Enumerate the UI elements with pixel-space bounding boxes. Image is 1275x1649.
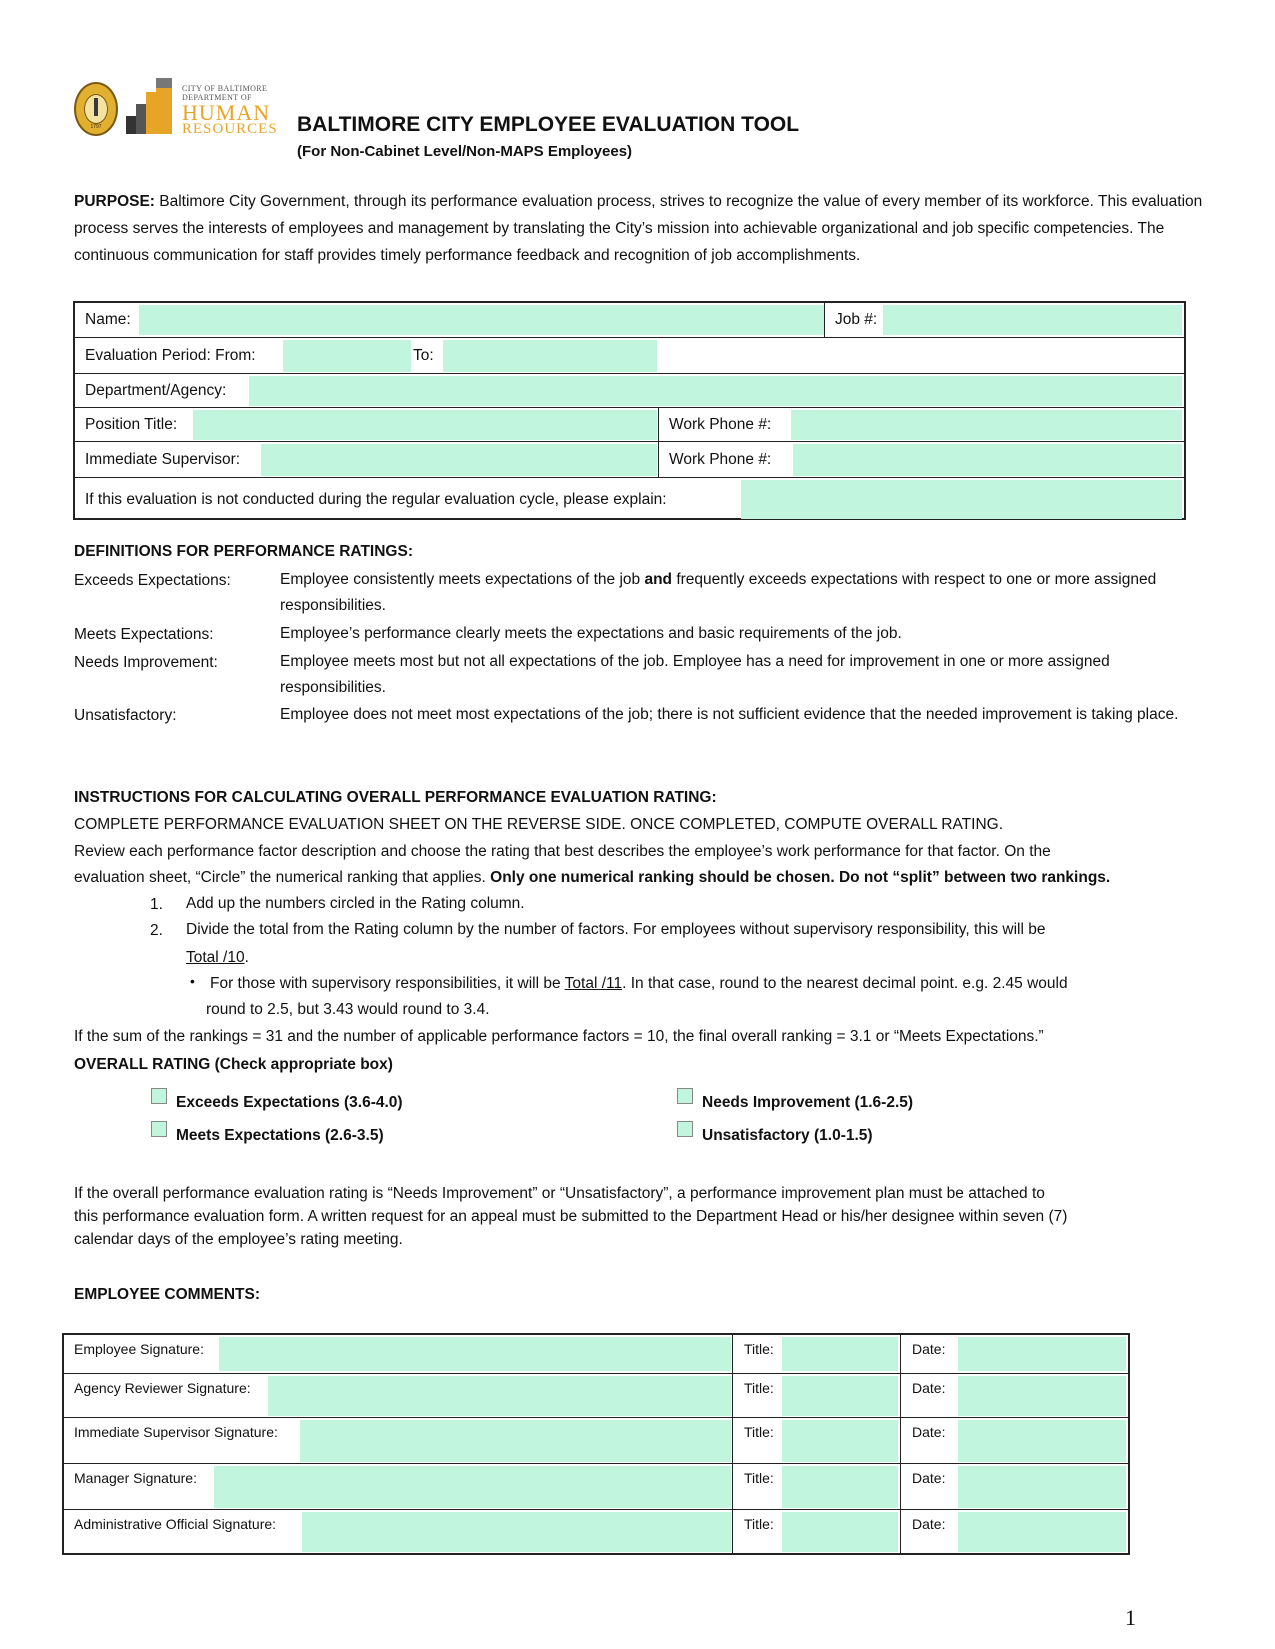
title-label: Title:: [744, 1424, 774, 1440]
instructions-heading: INSTRUCTIONS FOR CALCULATING OVERALL PERFORMANCE EVALUATION RATING:: [74, 789, 717, 806]
department-field[interactable]: [249, 376, 1182, 406]
info-row-period: [75, 337, 1184, 374]
overall-rating-heading: OVERALL RATING (Check appropriate box): [74, 1056, 393, 1073]
info-row-department: [75, 373, 1184, 408]
position-title-field[interactable]: [193, 410, 657, 440]
org-name-human: HUMAN: [182, 100, 271, 125]
date-field[interactable]: [958, 1376, 1126, 1416]
department-label: Department/Agency:: [85, 382, 227, 399]
title-label: Title:: [744, 1516, 774, 1532]
info-row-position: [75, 407, 1184, 442]
definition-description: Employee meets most but not all expectations of the job. Employee has a need for improvement in one or more assigned responsibilities.: [280, 653, 1110, 696]
definition-description: Employee does not meet most expectations of the job; there is not sufficient evidence that the needed improvement is taking place.: [280, 706, 1179, 723]
signature-field[interactable]: [268, 1376, 731, 1416]
rating-option-label: Exceeds Expectations (3.6-4.0): [176, 1094, 403, 1111]
appeal-text: calendar days of the employee’s rating meeting.: [74, 1231, 403, 1248]
definition-term: Meets Expectations:: [74, 626, 214, 643]
instructions-line: COMPLETE PERFORMANCE EVALUATION SHEET ON THE REVERSE SIDE. ONCE COMPLETED, COMPUTE OVERALL RATING.: [74, 816, 1004, 833]
name-label: Name:: [85, 311, 131, 328]
signature-row: [64, 1463, 1128, 1510]
bullet-icon: •: [190, 973, 195, 989]
step-number: 1.: [150, 896, 163, 913]
instructions-line: Review each performance factor description and choose the rating that best describes the employee’s work performance for that factor. On the: [74, 843, 1051, 860]
signature-field[interactable]: [302, 1512, 731, 1552]
date-label: Date:: [912, 1341, 946, 1357]
period-from-field[interactable]: [283, 340, 411, 372]
rating-checkbox-exceeds[interactable]: [151, 1088, 167, 1104]
signature-row: [64, 1373, 1128, 1418]
rating-option-label: Unsatisfactory (1.0-1.5): [702, 1127, 873, 1144]
instructions-line: evaluation sheet, “Circle” the numerical ranking that applies. Only one numerical ranking should be chosen. Do not “split” between two rankings.: [74, 869, 1111, 886]
title-field[interactable]: [782, 1420, 898, 1462]
org-name-line-1: CITY OF BALTIMORE: [182, 84, 268, 93]
signature-label: Administrative Official Signature:: [74, 1516, 277, 1532]
signature-label: Employee Signature:: [74, 1341, 204, 1357]
definition-term: Unsatisfactory:: [74, 707, 177, 724]
title-field[interactable]: [782, 1376, 898, 1416]
page-number: 1: [1125, 1605, 1136, 1630]
seal-year: 1797: [90, 124, 102, 130]
rating-option-label: Meets Expectations (2.6-3.5): [176, 1127, 384, 1144]
document-subtitle: (For Non-Cabinet Level/Non-MAPS Employees): [297, 143, 633, 160]
step-text: Add up the numbers circled in the Rating column.: [186, 895, 525, 912]
title-label: Title:: [744, 1470, 774, 1486]
bullet-text: For those with supervisory responsibilities, it will be Total /11. In that case, round to the nearest decimal point. e.g. 2.45 would: [210, 975, 1068, 992]
title-label: Title:: [744, 1380, 774, 1396]
definition-description: Employee consistently meets expectations of the job and frequently exceeds expectations with respect to one or more assigned responsibilities.: [280, 571, 1157, 614]
date-field[interactable]: [958, 1420, 1126, 1462]
signature-row: [64, 1417, 1128, 1464]
signature-row: [64, 1335, 1128, 1373]
explain-label: If this evaluation is not conducted during the regular evaluation cycle, please explain:: [85, 490, 667, 508]
signature-row: [64, 1509, 1128, 1554]
signature-field[interactable]: [219, 1337, 731, 1371]
title-field[interactable]: [782, 1512, 898, 1552]
definition-term: Exceeds Expectations:: [74, 572, 231, 589]
monument-icon: [94, 98, 98, 116]
signature-label: Manager Signature:: [74, 1470, 197, 1486]
definition-term: Needs Improvement:: [74, 654, 218, 671]
signature-field[interactable]: [300, 1420, 731, 1462]
employee-info-table: [73, 301, 1186, 520]
info-row-supervisor: [75, 441, 1184, 478]
definition-description: Employee’s performance clearly meets the expectations and basic requirements of the job.: [280, 625, 902, 642]
employee-comments-heading: EMPLOYEE COMMENTS:: [74, 1286, 261, 1303]
org-name-resources: RESOURCES: [182, 121, 278, 137]
step-number: 2.: [150, 922, 163, 939]
rating-checkbox-unsatisfactory[interactable]: [677, 1121, 693, 1137]
period-to-field[interactable]: [443, 340, 657, 372]
supervisor-field[interactable]: [261, 444, 657, 476]
info-row-name: [75, 303, 1184, 337]
dhr-stairs-logo-icon: [126, 78, 172, 134]
signature-label: Agency Reviewer Signature:: [74, 1380, 251, 1396]
position-title-label: Position Title:: [85, 416, 178, 433]
date-label: Date:: [912, 1380, 946, 1396]
appeal-text: If the overall performance evaluation rating is “Needs Improvement” or “Unsatisfactory”, a performance improvement plan must be attached to: [74, 1185, 1045, 1202]
purpose-text: Baltimore City Government, through its performance evaluation process, strives to recognize the value of every member of its workforce. This evaluation process serves the interests of employees and management by translating the City’s mission into achievable organizational and job specific competencies. The continuous communication for staff provides timely performance feedback and recognition of job accomplishments.: [74, 193, 1203, 264]
date-label: Date:: [912, 1470, 946, 1486]
org-name-line-2: DEPARTMENT OF: [182, 93, 252, 102]
date-label: Date:: [912, 1516, 946, 1532]
date-field[interactable]: [958, 1512, 1126, 1552]
period-from-label: Evaluation Period: From:: [85, 347, 256, 364]
job-number-field[interactable]: [883, 305, 1182, 335]
period-to-label: To:: [413, 347, 434, 364]
definitions-heading: DEFINITIONS FOR PERFORMANCE RATINGS:: [74, 543, 413, 560]
title-label: Title:: [744, 1341, 774, 1357]
purpose-paragraph: [74, 188, 1204, 269]
date-label: Date:: [912, 1424, 946, 1440]
work-phone-field[interactable]: [791, 410, 1182, 440]
step-text: Divide the total from the Rating column by the number of factors. For employees without supervisory responsibility, this will be: [186, 921, 1046, 938]
info-row-explain: [75, 477, 1184, 521]
explain-field[interactable]: [741, 480, 1182, 519]
work-phone-label: Work Phone #:: [669, 416, 772, 433]
bullet-text-continued: round to 2.5, but 3.43 would round to 3.4.: [206, 1001, 490, 1018]
rating-checkbox-meets[interactable]: [151, 1121, 167, 1137]
job-number-label: Job #:: [835, 311, 878, 328]
city-seal-logo: [74, 82, 118, 136]
rating-option-label: Needs Improvement (1.6-2.5): [702, 1094, 914, 1111]
appeal-text: this performance evaluation form. A written request for an appeal must be submitted to the Department Head or his/her designee within seven (7): [74, 1208, 1068, 1225]
signature-label: Immediate Supervisor Signature:: [74, 1424, 278, 1440]
name-field[interactable]: [139, 305, 825, 335]
date-field[interactable]: [958, 1337, 1126, 1371]
signature-field[interactable]: [214, 1466, 731, 1508]
supervisor-work-phone-label: Work Phone #:: [669, 451, 772, 468]
title-field[interactable]: [782, 1466, 898, 1508]
purpose-label: PURPOSE:: [74, 193, 155, 210]
supervisor-label: Immediate Supervisor:: [85, 451, 241, 468]
step-total-line: Total /10.: [186, 949, 249, 966]
supervisor-work-phone-field[interactable]: [793, 444, 1182, 476]
date-field[interactable]: [958, 1466, 1126, 1508]
title-field[interactable]: [782, 1337, 898, 1371]
document-title: BALTIMORE CITY EMPLOYEE EVALUATION TOOL: [297, 113, 800, 136]
signature-table: [62, 1333, 1130, 1555]
rating-checkbox-needs-improvement[interactable]: [677, 1088, 693, 1104]
example-text: If the sum of the rankings = 31 and the number of applicable performance factors = 10, the final overall ranking = 3.1 or “Meets Expectations.”: [74, 1028, 1044, 1045]
